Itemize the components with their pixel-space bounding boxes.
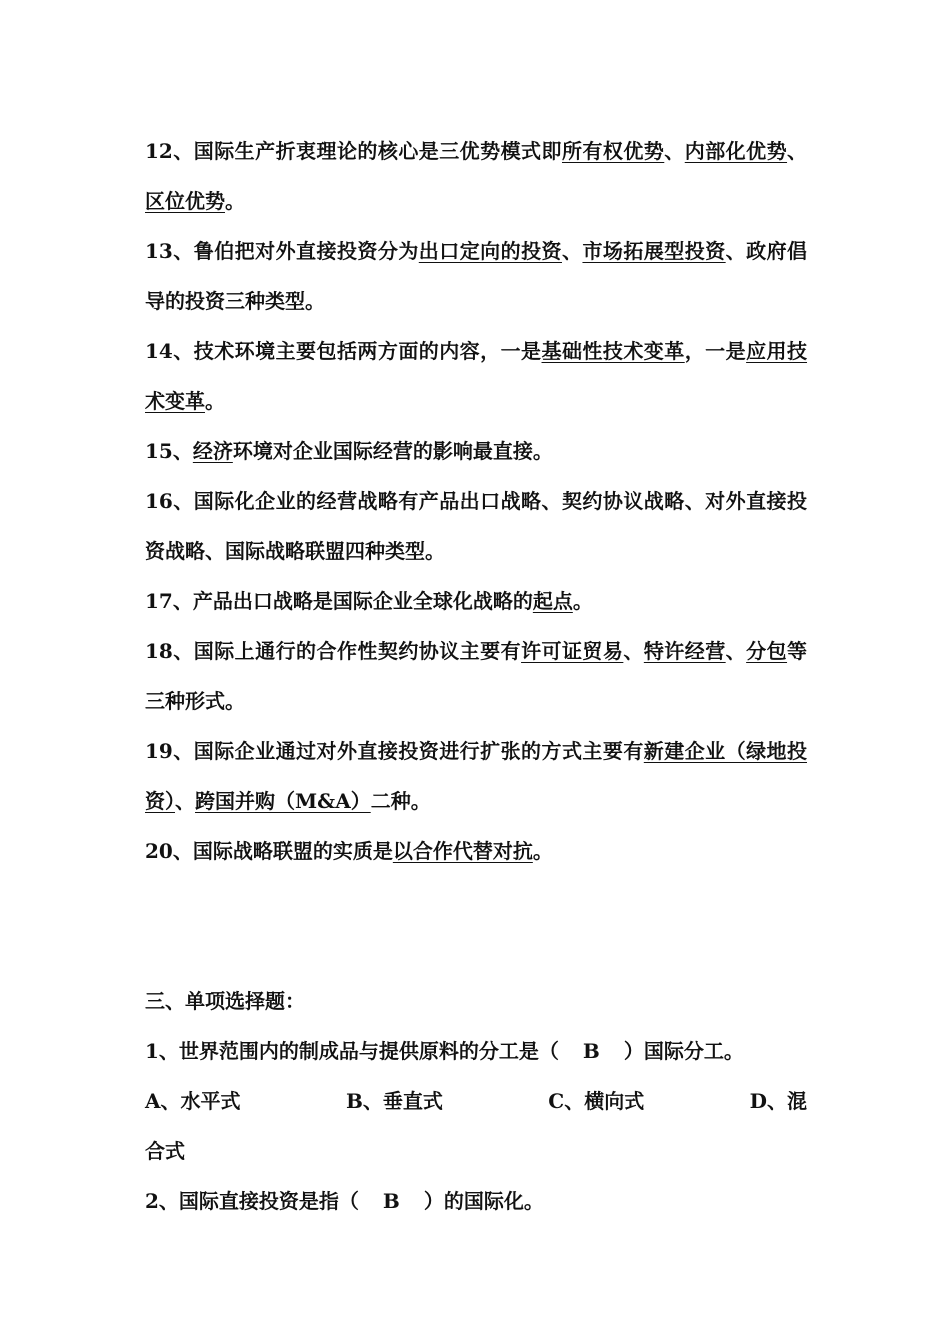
question-14: [145, 326, 807, 426]
question-number: 17、: [145, 589, 193, 613]
question-17: [145, 576, 807, 626]
question-text: 等三种形式。: [145, 639, 808, 713]
question-number: 19、: [145, 739, 194, 763]
question-19: [145, 726, 807, 826]
choice-question-1: [145, 1026, 807, 1076]
choice-question-2: [145, 1176, 807, 1226]
question-text: 。: [205, 389, 225, 413]
choice-options: [145, 1076, 807, 1126]
question-12: [145, 126, 807, 226]
question-text: 1、世界范围内的制成品与提供原料的分工是（: [145, 1039, 559, 1063]
question-text: 国际战略联盟的实质是: [192, 839, 393, 863]
question-number: 18、: [145, 639, 194, 663]
question-number: 14、: [145, 339, 194, 363]
answer-blank: 许可证贸易: [521, 639, 624, 663]
question-16: [145, 476, 807, 576]
question-text: 环境对企业国际经营的影响最直接。: [232, 439, 553, 463]
question-text: 二种。: [370, 789, 431, 813]
question-text: 、: [561, 239, 583, 263]
selected-answer: B: [582, 1039, 600, 1063]
question-number: 15、: [145, 439, 193, 463]
question-text: 国际化企业的经营战略有产品出口战略、契约协议战略、对外直接投资战略、国际战略联盟四种类型。: [145, 489, 807, 563]
option-d-continued: 合式: [145, 1139, 185, 1163]
answer-blank: 区位优势: [145, 189, 225, 213]
question-text: 、: [787, 139, 808, 163]
question-text: 、: [623, 639, 644, 663]
question-15: [145, 426, 807, 476]
answer-blank: 内部化优势: [684, 139, 788, 163]
option-c: C、横向式: [548, 1089, 645, 1113]
question-number: 13、: [145, 239, 194, 263]
question-text: 。: [225, 189, 245, 213]
answer-blank: 市场拓展型投资: [582, 239, 726, 263]
question-number: 16、: [145, 489, 194, 513]
answer-blank: 基础性技术变革: [541, 339, 685, 363]
option-d: D、混: [749, 1089, 807, 1113]
answer-blank: 分包: [746, 639, 788, 663]
selected-answer: B: [382, 1189, 400, 1213]
question-text: 技术环境主要包括两方面的内容，一是: [193, 339, 542, 363]
question-text: 国际企业通过对外直接投资进行扩张的方式主要有: [193, 739, 644, 763]
question-text: 2、国际直接投资是指（: [145, 1189, 359, 1213]
answer-blank: 跨国并购（M&A）: [195, 789, 371, 813]
question-text: 。: [532, 839, 553, 863]
answer-blank: 经济: [192, 439, 233, 463]
question-number: 20、: [145, 839, 193, 863]
answer-blank: 所有权优势: [561, 139, 665, 163]
answer-blank: 特许经营: [643, 639, 726, 663]
question-18: [145, 626, 807, 726]
answer-blank: 出口定向的投资: [418, 239, 562, 263]
question-text: 、: [175, 789, 195, 813]
option-a: A、水平式: [145, 1089, 241, 1113]
question-13: [145, 226, 807, 326]
question-text: 、政府倡导的投资三种类型。: [145, 239, 808, 313]
answer-blank: 应用技术变革: [145, 339, 808, 413]
option-b: B、垂直式: [345, 1089, 443, 1113]
answer-blank: 以合作代替对抗: [392, 839, 533, 863]
answer-blank: 起点: [532, 589, 573, 613]
question-text: ）的国际化。: [423, 1189, 544, 1213]
question-20: [145, 826, 807, 876]
question-text: 产品出口战略是国际企业全球化战略的: [192, 589, 533, 613]
question-text: 、: [664, 139, 685, 163]
answer-blank: 新建企业（绿地投资）: [145, 739, 807, 813]
section-spacer: [145, 876, 807, 976]
question-text: 。: [572, 589, 593, 613]
question-text: 、: [725, 639, 747, 663]
question-text: ，一是: [684, 339, 747, 363]
document-content: [145, 126, 807, 1226]
section-heading: 三、单项选择题：: [145, 989, 305, 1013]
question-number: 12、: [145, 139, 194, 163]
question-text: 国际上通行的合作性契约协议主要有: [193, 639, 522, 663]
question-text: 鲁伯把对外直接投资分为: [193, 239, 419, 263]
question-text: ）国际分工。: [623, 1039, 744, 1063]
question-text: 国际生产折衷理论的核心是三优势模式即: [193, 139, 562, 163]
